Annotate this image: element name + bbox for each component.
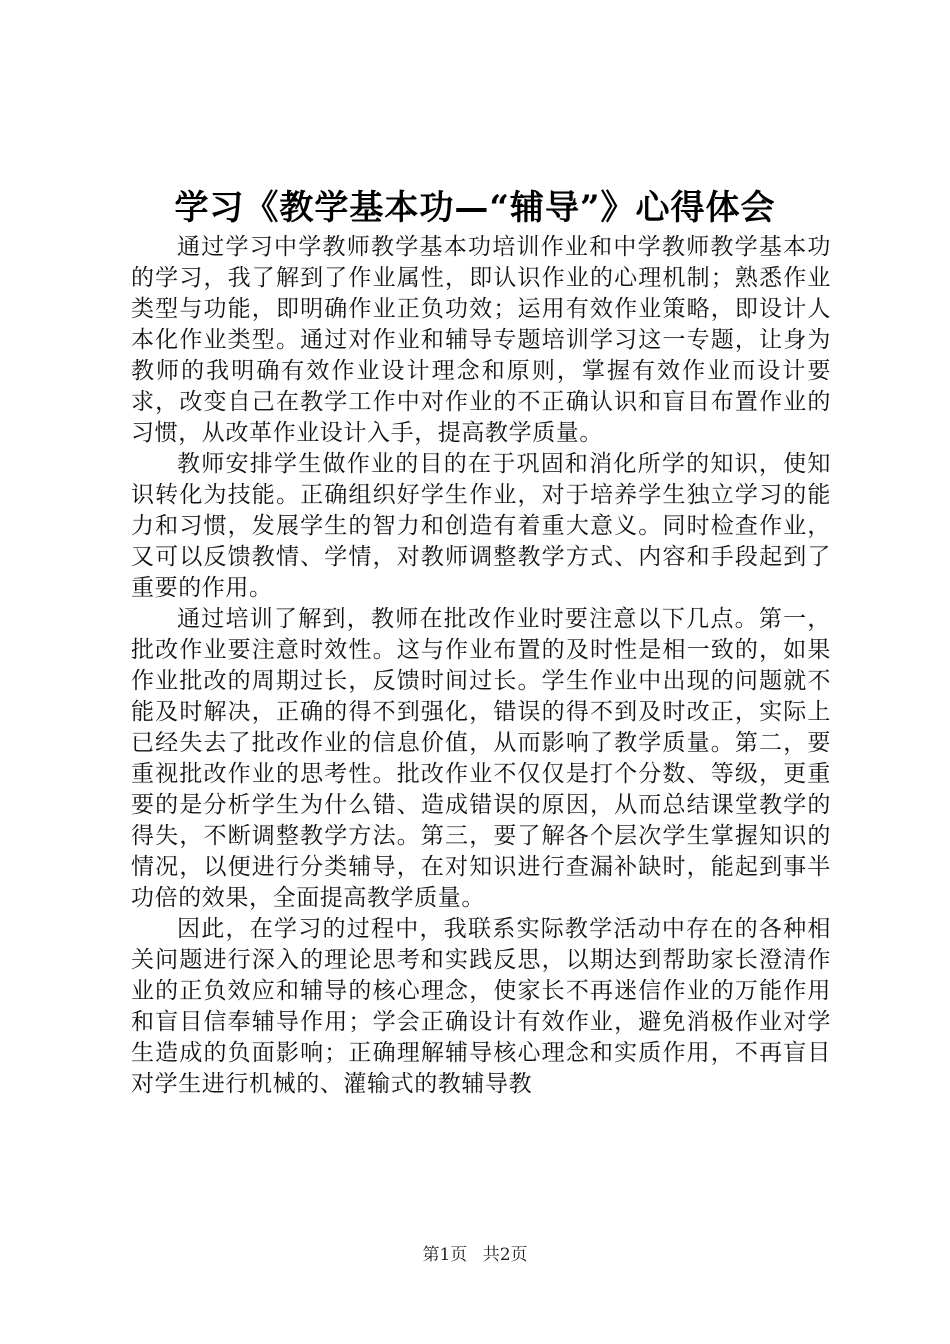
page-number-total: 共2页 bbox=[482, 1245, 528, 1265]
paragraph-2: 教师安排学生做作业的目的在于巩固和消化所学的知识，使知识转化为技能。正确组织好学生作业，对于培养学生独立学习的能力和习惯，发展学生的智力和创造有着重大意义。同时检查作业，又可以反馈教情、学情，对教师调整教学方式、内容和手段起到了重要的作用。 bbox=[131, 451, 831, 601]
document-title: 学习《教学基本功—“辅导”》心得体会 bbox=[174, 188, 776, 228]
paragraph-3: 通过培训了解到，教师在批改作业时要注意以下几点。第一，批改作业要注意时效性。这与作业布置的及时性是相一致的，如果作业批改的周期过长，反馈时间过长。学生作业中出现的问题就不能及时解决，正确的得不到强化，错误的得不到及时改正，实际上已经失去了批改作业的信息价值，从而影响了教学质量。第二，要重视批改作业的思考性。批改作业不仅仅是打个分数、等级，更重要的是分析学生为什么错、造成错误的原因，从而总结课堂教学的得失，不断调整教学方法。第三，要了解各个层次学生掌握知识的情况，以便进行分类辅导，在对知识进行查漏补缺时，能起到事半功倍的效果，全面提高教学质量。 bbox=[131, 606, 831, 911]
paragraph-4: 因此，在学习的过程中，我联系实际教学活动中存在的各种相关问题进行深入的理论思考和实践反思，以期达到帮助家长澄清作业的正负效应和辅导的核心理念，使家长不再迷信作业的万能作用和盲目信奉辅导作用；学会正确设计有效作业，避免消极作业对学生造成的负面影响；正确理解辅导核心理念和实质作用，不再盲目对学生进行机械的、灌输式的教辅导教 bbox=[131, 916, 831, 1097]
paragraph-1: 通过学习中学教师教学基本功培训作业和中学教师教学基本功的学习，我了解到了作业属性，即认识作业的心理机制；熟悉作业类型与功能，即明确作业正负功效；运用有效作业策略，即设计人本化作业类型。通过对作业和辅导专题培训学习这一专题，让身为教师的我明确有效作业设计理念和原则，掌握有效作业而设计要求，改变自己在教学工作中对作业的不正确认识和盲目布置作业的习惯，从改革作业设计入手，提高教学质量。 bbox=[131, 234, 831, 446]
page-number-current: 第1页 bbox=[422, 1245, 468, 1265]
document-body bbox=[131, 232, 831, 1100]
page-footer bbox=[0, 1244, 950, 1266]
